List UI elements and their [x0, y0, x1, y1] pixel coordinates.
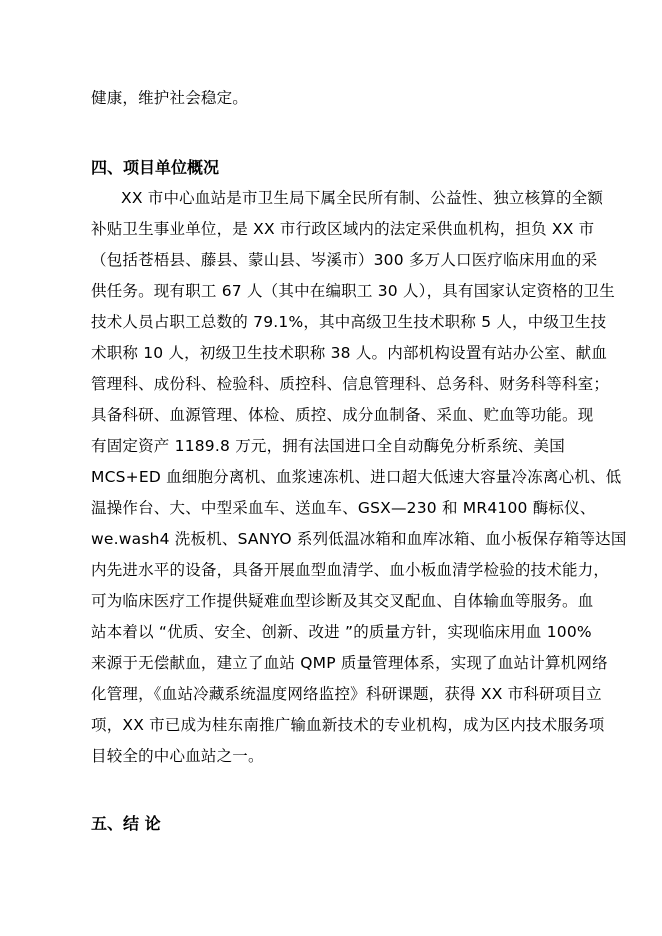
- paragraph-line: 化管理，《血站冷藏系统温度网络监控》科研课题，获得 XX 市科研项目立: [91, 685, 602, 703]
- paragraph-line: 项，XX 市已成为桂东南推广输血新技术的专业机构，成为区内技术服务项: [91, 716, 605, 734]
- paragraph-line: 内先进水平的设备，具备开展血型血清学、血小板血清学检验的技术能力，: [91, 561, 610, 579]
- paragraph-line: XX 市中心血站是市卫生局下属全民所有制、公益性、独立核算的全额: [121, 189, 604, 207]
- paragraph-line: 术职称 10 人，初级卫生技术职称 38 人。内部机构设置有站办公室、献血: [91, 344, 608, 362]
- paragraph-line: 可为临床医疗工作提供疑难血型诊断及其交叉配血、自体输血等服务。血: [91, 592, 594, 610]
- paragraph-line: 目较全的中心血站之一。: [91, 747, 264, 765]
- paragraph-line: 供任务。现有职工 67 人（其中在编职工 30 人），具有国家认定资格的卫生: [91, 282, 616, 300]
- paragraph-line: 来源于无偿献血，建立了血站 QMP 质量管理体系，实现了血站计算机网络: [91, 654, 608, 672]
- paragraph-line: 管理科、成份科、检验科、质控科、信息管理科、总务科、财务科等科室；: [91, 375, 610, 393]
- paragraph-line: 有固定资产 1189.8 万元，拥有法国进口全自动酶免分析系统、美国: [91, 437, 565, 455]
- paragraph-line: 技术人员占职工总数的 79.1%，其中高级卫生技术职称 5 人，中级卫生技: [91, 313, 607, 331]
- paragraph-line: we.wash4 洗板机、SANYO 系列低温冰箱和血库冰箱、血小板保存箱等达国: [91, 530, 627, 548]
- paragraph-line: 补贴卫生事业单位，是 XX 市行政区域内的法定采供血机构，担负 XX 市: [91, 220, 595, 238]
- intro-line: 健康，维护社会稳定。: [91, 89, 249, 107]
- paragraph-line: MCS+ED 血细胞分离机、血浆速冻机、进口超大低速大容量冷冻离心机、低: [91, 468, 622, 486]
- paragraph-line: 温操作台、大、中型采血车、送血车、GSX—230 和 MR4100 酶标仪、: [91, 499, 596, 517]
- paragraph-line: 具备科研、血源管理、体检、质控、成分血制备、采血、贮血等功能。现: [91, 406, 594, 424]
- section-5-heading: 五、结 论: [91, 814, 161, 833]
- paragraph-line: 站本着以 “优质、安全、创新、改进 ”的质量方针，实现临床用血 100%: [91, 623, 592, 641]
- paragraph-line: （包括苍梧县、藤县、蒙山县、岑溪市）300 多万人口医疗临床用血的采: [91, 251, 598, 269]
- section-4-heading: 四、项目单位概况: [91, 158, 220, 177]
